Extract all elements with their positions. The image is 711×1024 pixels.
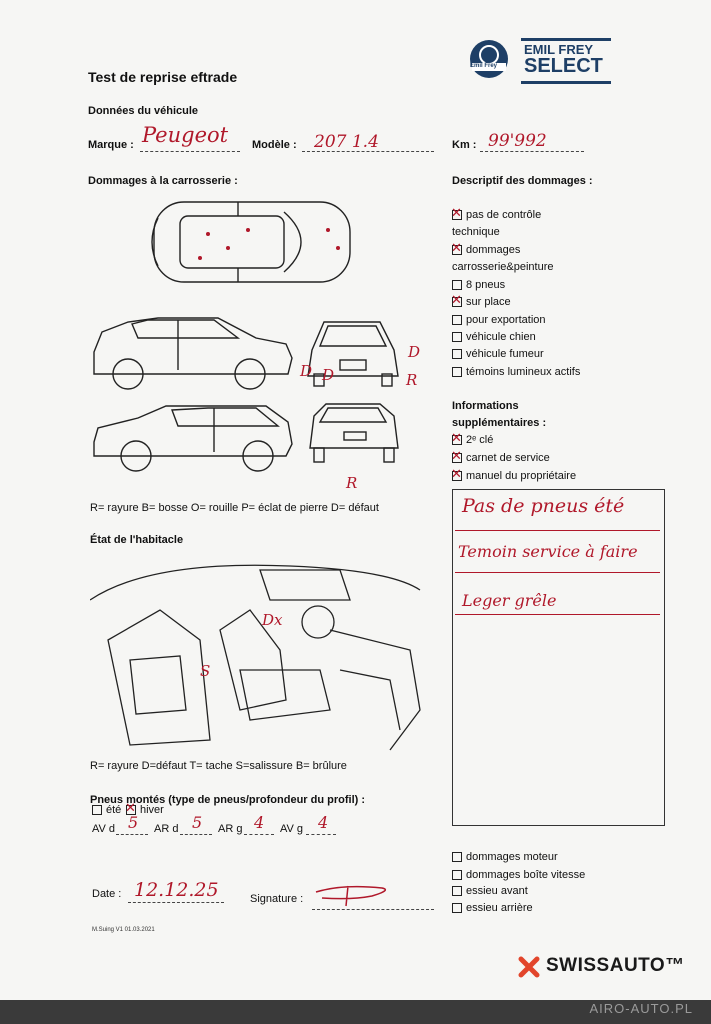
date-label: Date : <box>92 888 122 900</box>
notes-box[interactable] <box>452 489 665 826</box>
airo-auto-watermark: AIRO-AUTO.PL <box>589 1001 693 1016</box>
brand-line-1: EMIL FREY <box>524 42 594 57</box>
tyre-winter-option[interactable]: ✕ hiver <box>126 804 164 816</box>
damage-mark-5: R <box>346 474 358 492</box>
mech-item-front-axle[interactable]: essieu avant <box>452 885 528 897</box>
note-underline-3 <box>455 614 660 615</box>
extra-info-heading-2: supplémentaires : <box>452 417 547 429</box>
tyre-ar-g-label: AR g <box>218 823 243 835</box>
extra-item-service-book[interactable]: ✕carnet de service <box>452 452 550 464</box>
checkbox-icon[interactable] <box>452 297 462 307</box>
checkbox-icon[interactable] <box>452 870 462 880</box>
checkbox-icon[interactable] <box>92 805 102 815</box>
date-value: 12.12.25 <box>134 879 219 901</box>
body-damage-heading: Dommages à la carrosserie : <box>88 175 238 187</box>
tyre-ar-d-value: 5 <box>192 813 203 832</box>
checkbox-icon[interactable] <box>452 332 462 342</box>
signature-label: Signature : <box>250 893 304 905</box>
tyre-av-d-label: AV d <box>92 823 116 835</box>
interior-mark-2: S <box>200 662 211 680</box>
desc-item-export[interactable]: pour exportation <box>452 314 546 326</box>
checkbox-icon[interactable] <box>452 210 462 220</box>
checkbox-icon[interactable] <box>452 852 462 862</box>
km-value: 99'992 <box>488 131 547 151</box>
desc-item-no-inspection-line2: technique <box>452 226 500 238</box>
body-damage-legend: R= rayure B= bosse O= rouille P= éclat de pierre D= défaut <box>90 502 379 514</box>
interior-heading: État de l'habitacle <box>90 534 184 546</box>
damage-mark-2: D <box>300 362 313 380</box>
checkbox-icon[interactable] <box>452 435 462 445</box>
damage-mark-1: D <box>408 343 421 361</box>
checkbox-icon[interactable] <box>452 280 462 290</box>
signature-scribble <box>312 878 394 908</box>
checkbox-icon[interactable] <box>452 367 462 377</box>
checkbox-icon[interactable] <box>452 903 462 913</box>
interior-mark-1: Dx <box>262 611 283 629</box>
note-1: Pas de pneus été <box>462 495 625 517</box>
mech-item-engine[interactable]: dommages moteur <box>452 851 558 863</box>
mech-item-gearbox[interactable]: dommages boîte vitesse <box>452 869 585 881</box>
checkbox-icon[interactable] <box>452 245 462 255</box>
swissauto-wordmark: SWISSAUTO™ <box>546 955 685 976</box>
desc-item-dog[interactable]: véhicule chien <box>452 331 536 343</box>
checkbox-icon[interactable] <box>452 453 462 463</box>
note-2: Temoin service à faire <box>458 542 638 561</box>
tyres-heading: Pneus montés (type de pneus/profondeur du profil) : <box>90 794 366 806</box>
marque-label: Marque : <box>88 139 134 151</box>
modele-label: Modèle : <box>252 139 297 151</box>
extra-item-manual[interactable]: ✕manuel du propriétaire <box>452 470 576 482</box>
car-interior-diagram <box>90 560 430 755</box>
marque-value: Peugeot <box>142 123 229 147</box>
desc-item-body-damage-line2: carrosserie&peinture <box>452 261 554 273</box>
brand-line-2: SELECT <box>524 55 603 77</box>
desc-item-warning-lights[interactable]: témoins lumineux actifs <box>452 366 580 378</box>
note-underline-1 <box>455 530 660 531</box>
mech-item-rear-axle[interactable]: essieu arrière <box>452 902 533 914</box>
swissauto-logo-icon <box>518 956 540 978</box>
vehicle-section-heading: Données du véhicule <box>88 105 199 117</box>
interior-legend: R= rayure D=défaut T= tache S=salissure B= brûlure <box>90 760 347 772</box>
desc-item-smoker[interactable]: véhicule fumeur <box>452 348 544 360</box>
car-body-diagram <box>88 190 421 490</box>
desc-item-on-site[interactable]: ✕sur place <box>452 296 511 308</box>
extra-info-heading-1: Informations <box>452 400 519 412</box>
damage-mark-4: R <box>406 371 418 389</box>
tyre-av-g-value: 4 <box>318 813 329 832</box>
desc-item-body-damage[interactable]: ✕dommages <box>452 244 520 256</box>
tyre-summer-option[interactable]: été <box>92 804 121 816</box>
tyre-av-g-label: AV g <box>280 823 304 835</box>
tyre-ar-g-value: 4 <box>254 813 265 832</box>
tyre-av-d-value: 5 <box>128 813 139 832</box>
form-title: Test de reprise eftrade <box>88 69 238 85</box>
checkbox-icon[interactable] <box>452 315 462 325</box>
modele-value: 207 1.4 <box>314 132 379 152</box>
emblem-text: Emil Frey <box>470 63 498 69</box>
checkbox-icon[interactable] <box>452 886 462 896</box>
desc-item-no-inspection[interactable]: ✕pas de contrôle <box>452 209 541 221</box>
checkbox-icon[interactable] <box>452 349 462 359</box>
tyre-ar-d-label: AR d <box>154 823 179 835</box>
emil-frey-emblem-icon <box>466 38 512 80</box>
desc-item-8-tyres[interactable]: 8 pneus <box>452 279 505 291</box>
checkbox-icon[interactable] <box>452 471 462 481</box>
damage-desc-heading: Descriptif des dommages : <box>452 175 593 187</box>
km-label: Km : <box>452 139 477 151</box>
damage-mark-3: D <box>322 366 335 384</box>
form-version: M.Suing V1 01.03.2021 <box>92 927 155 933</box>
note-underline-2 <box>455 572 660 573</box>
extra-item-second-key[interactable]: ✕2ᵉ clé <box>452 434 493 446</box>
note-3: Leger grêle <box>462 591 557 610</box>
